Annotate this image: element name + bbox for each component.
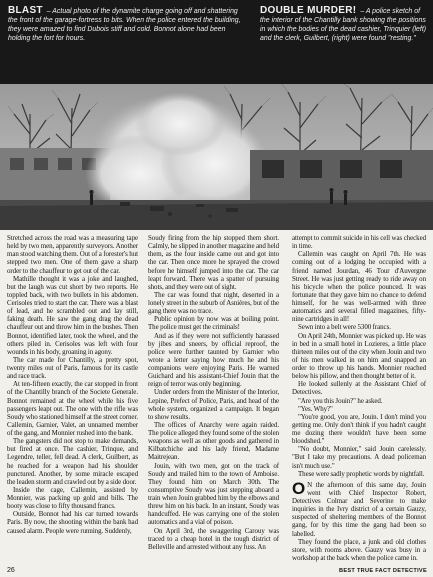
col3-paragraph: He looked sullenly at the Assistant Chief of Detectives. xyxy=(292,380,426,397)
col3-paragraph: On April 24th, Monnier was picked up. He was in bed in a small hotel in Lozieres, a little place thirteen miles out of the city when Jouin and two of his men walked in on him and snapped an order to throw up his hands. Monnier reached below his pillow, and then thought better of it. xyxy=(292,331,426,381)
col1-paragraph: Mathille thought it was a joke and laughed, but the laugh was cut short by two reports. He toppled back, with two bullets in his abdomen. Cerisoles tried to start the car. There was a blast of lead, and he scrambled out and lay still, faking death. He saw the gang drag the dead chauffeur out and throw him in the bushes. Then Bonnot, identified later, took the wheel, and the others piled in. Cerisoles was left with four wounds in his body, groaning in agony. xyxy=(7,274,138,356)
col2-paragraph: Under orders from the Minister of the Interior, Lepine, Prefect of Police, Paris, and head of the whole system, organized a campaign. It began to show results. xyxy=(148,388,279,421)
article-column-2 xyxy=(148,234,279,551)
col2-paragraph: Public opinion by now was at boiling point. The police must get the criminals! xyxy=(148,315,279,332)
col3-paragraph: attempt to commit suicide in his cell was checked in time. xyxy=(292,234,426,251)
caption-blast-text: – Actual photo of the dynamite charge going off and shattering the front of the garage-fortress to bits. When the police entered the building, they were amazed to find Dubois stiff and cold. Bonnot alone had been holding the fort for hours. xyxy=(8,8,241,43)
col3-paragraph: "No doubt, Monnier," said Jouin carelessly. "But I take my precautions. A dead policeman isn't much use." xyxy=(292,445,426,470)
col3-paragraph: Callemin was caught on April 7th. He was coming out of a lodging he occupied with a friend named Jourdan, 46 Tour d'Auvergne Street. He was just getting ready to ride away on his bicycle when the police pounced. It was fortunate that they gave him no chance to defend himself, for he was well-armed with three automatics and several filled magazines, fifty-nine cartridges in all! xyxy=(292,250,426,324)
caption-double-murder xyxy=(260,6,428,43)
page-number: 26 xyxy=(7,567,15,574)
col3-paragraph: Sewn into a belt were 5300 francs. xyxy=(298,323,391,332)
col3-dropcap-paragraph xyxy=(292,478,426,538)
blast-photo xyxy=(0,84,433,230)
col2-paragraph: Jouin, with two men, got on the track of Soudy and trailed him to the town of Amboise. They found him on March 30th. The consumptive Soudy was just stepping aboard a train when Jouin grabbed him by the elbows and threw him on his back. In an instant, Soudy was handcuffed. He was carrying one of the stolen automatics and a vial of poison. xyxy=(148,461,279,527)
col3-paragraph: "Yes. Why?" xyxy=(298,404,333,413)
col2-paragraph: Soudy firing from the hip stopped them short. Calmly, he slipped in another magazine and held them, as the four inside came out and got into the car. Then once more he sprayed the crowd before he himself jumped into the car. The car leapt forward. There was a spatter of pursuing shots, and they were out of sight. xyxy=(148,234,279,291)
col2-paragraph: And as if they were not sufficiently harassed by jibes and sneers, by official reproof, the police were further taunted by Garnier who wrote a letter saying how much he and his companions were enjoying Paris. He warned Guichard and his assistant-Chief Jouin that the reign of terror was only beginning. xyxy=(148,331,279,389)
photo-caption-banner xyxy=(0,0,433,84)
col2-paragraph: The offices of Anarchy were again raided. The police alleged they found some of the stolen weapons as well as other goods and gathered in Kilbatchiche and his lady friend, Madame Maitrejean. xyxy=(148,420,279,462)
col1-paragraph: The car made for Chantilly, a pretty spot, twenty miles out of Paris, famous for its castle and race track. xyxy=(7,355,138,381)
col3-paragraph: These were sadly prophetic words by nightfall. xyxy=(298,469,425,478)
caption-double-murder-text: – A police sketch of the interior of the Chantilly bank showing the positions in which the bodies of the dead cashier, Trinquier (left) and the clerk, Guilbert, (right) were found "resting." xyxy=(260,8,427,43)
col2-paragraph: The car was found that night, deserted in a lonely street in the suburb of Asnières, but of the gang there was no trace. xyxy=(148,290,279,316)
col3-paragraph: "You're good, you are, Jouin. I don't mind you getting me. Only don't think if you hadn't caught me dozing there wouldn't have been some bloodshed." xyxy=(292,412,426,446)
article-column-3 xyxy=(292,234,426,562)
col1-paragraph: Outside, Bonnot had his car turned towards Paris. By now, the shooting within the bank had caused alarm. People were running. Suddenly, xyxy=(7,510,138,535)
col3-paragraph: They found the place, a junk and old clothes store, with rooms above. Gauzy was busy in a workshop at the back when the police came in. xyxy=(292,537,426,562)
col1-paragraph: Inside the cage, Callemin, assisted by Monnier, was packing up gold and bills. The booty was close to fifty thousand francs. xyxy=(7,485,138,511)
col3-paragraph: "Are you this Jouin?" he asked. xyxy=(298,396,383,405)
drop-cap-letter: O xyxy=(292,478,306,498)
caption-double-murder-heading: DOUBLE MURDER! xyxy=(260,5,357,16)
article-column-1 xyxy=(7,234,138,535)
magazine-name: BEST TRUE FACT DETECTIVE xyxy=(338,568,427,574)
col1-paragraph: At ten-fifteen exactly, the car stopped in front of the Chantilly branch of the Societe Generale. Bonnot remained at the wheel while his five passengers leapt out. The one with the rifle was Soudy who stationed himself at the street corner. Callemin, Garnier, Valet, an unnamed member of the gang, and Monnier rushed into the bank. xyxy=(7,380,138,437)
caption-blast xyxy=(8,6,248,43)
drop-cap-paragraph-text: N the afternoon of this same day, Jouin went with Chief Inspector Robert, Detectives Colmar and Severine to make inquiries in the Ivry district of a certain Gauzy, suspected of sheltering members of the Bonnot gang, for by this time the gang had been so labelled. xyxy=(292,480,426,538)
caption-blast-heading: BLAST xyxy=(8,5,43,16)
col1-paragraph: Stretched across the road was a measuring tape held by two men, apparently surveyors. Another man stood watching them. Out of a forester's hut stepped two men. One of them gave a sharp order to the chauffeur to get out of the car. xyxy=(7,234,138,275)
col2-paragraph: On April 3rd, the swaggering Carouy was traced to a cheap hotel in the tough district of Belleville and arrested without any fuss. An xyxy=(148,526,279,551)
col1-paragraph: The gangsters did not stop to make demands, but fired at once. The cashier, Trinque, and Legendre, teller, fell dead. A clerk, Guilbert, as he reached for a weapon had his shoulder punctured. Another, by some miracle escaped the leaden storm and crawled out by a side door. xyxy=(7,437,138,486)
